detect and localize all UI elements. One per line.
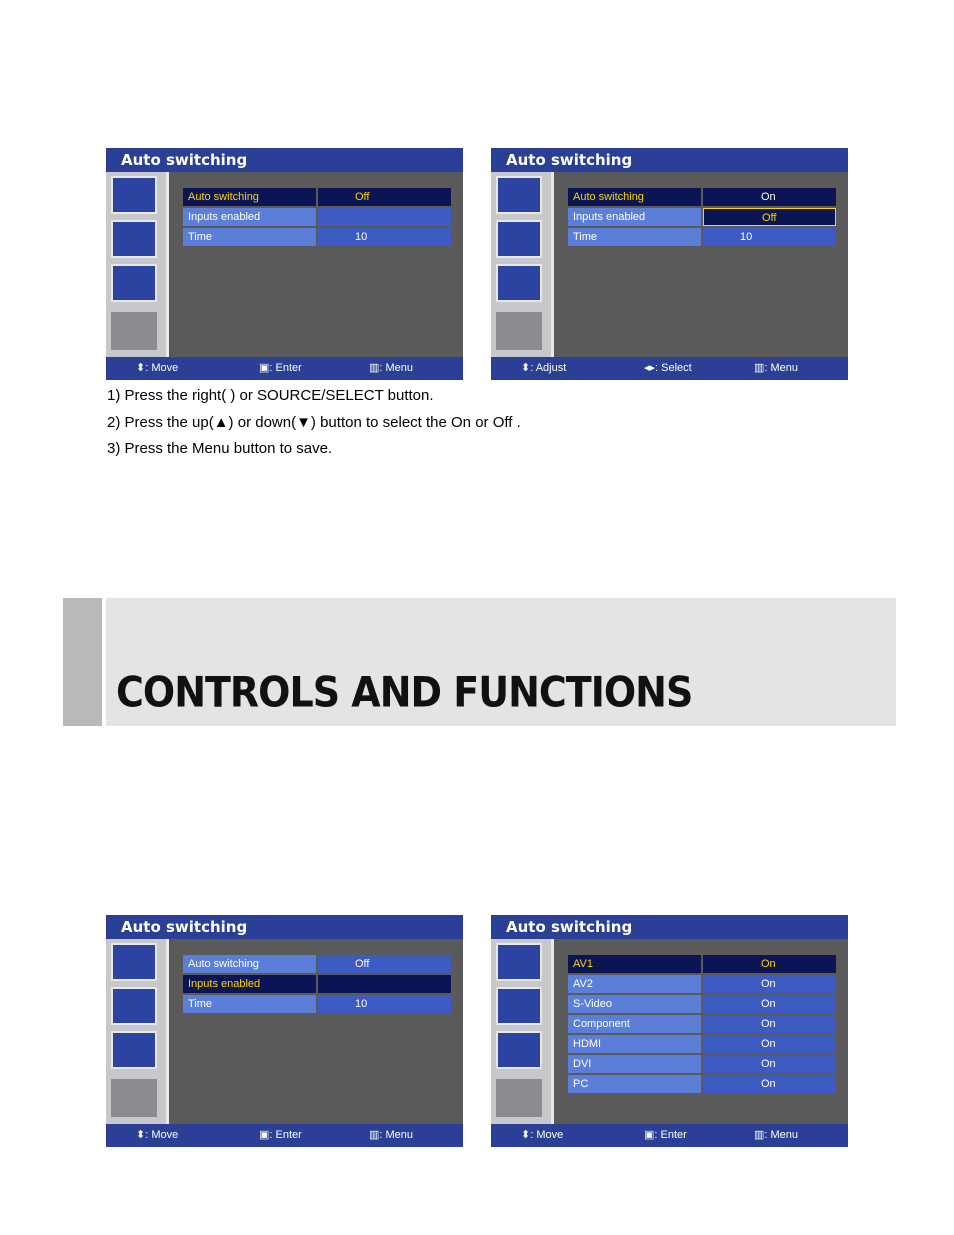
hint-text: : Move	[145, 1129, 179, 1141]
osd-screen-1	[106, 148, 463, 380]
move-hint: ⬍: Move	[521, 1129, 564, 1141]
row-label: Inputs enabled	[568, 208, 701, 226]
osd-menu-list	[568, 188, 836, 248]
input-row-dvi[interactable]	[568, 1055, 836, 1073]
hint-text: : Move	[530, 1129, 564, 1141]
row-label: Inputs enabled	[183, 975, 316, 993]
sound-menu-icon[interactable]	[111, 987, 157, 1025]
row-value: On	[703, 1035, 836, 1053]
osd-screen-3	[106, 915, 463, 1147]
osd-footer	[106, 357, 463, 380]
menu-hint: ▥: Menu	[369, 362, 414, 374]
sound-menu-icon[interactable]	[496, 220, 542, 258]
osd-side-menu	[106, 172, 166, 357]
osd-input-list	[568, 955, 836, 1095]
hint-text: : Enter	[654, 1129, 687, 1141]
hint-text: : Menu	[379, 1129, 414, 1141]
menu-row-auto-switching[interactable]	[183, 955, 451, 973]
select-hint: ◂▸: Select	[644, 362, 692, 374]
osd-footer	[491, 357, 848, 380]
menu-hint: ▥: Menu	[754, 1129, 799, 1141]
enter-hint: ▣: Enter	[259, 362, 302, 374]
row-value	[318, 208, 451, 226]
menu-hint: ▥: Menu	[369, 1129, 414, 1141]
input-row-hdmi[interactable]	[568, 1035, 836, 1053]
menu-row-inputs-enabled[interactable]	[183, 975, 451, 993]
row-value: On	[703, 955, 836, 973]
row-value: 10	[703, 228, 836, 246]
osd-screen-4	[491, 915, 848, 1147]
move-hint: ⬍: Move	[136, 362, 179, 374]
banner-tab	[63, 598, 102, 726]
row-value: On	[703, 188, 836, 206]
input-row-av1[interactable]	[568, 955, 836, 973]
row-label: Component	[568, 1015, 701, 1033]
osd-menu-list	[183, 955, 451, 1015]
picture-menu-icon[interactable]	[496, 176, 542, 214]
section-heading: CONTROLS AND FUNCTIONS	[116, 668, 693, 717]
osd-screen-2	[491, 148, 848, 380]
divider	[551, 939, 554, 1124]
osd-side-menu	[491, 172, 551, 357]
enter-hint: ▣: Enter	[644, 1129, 687, 1141]
row-label: Auto switching	[568, 188, 701, 206]
hint-text: : Enter	[269, 1129, 302, 1141]
row-label: PC	[568, 1075, 701, 1093]
input-row-s-video[interactable]	[568, 995, 836, 1013]
adjust-hint: ⬍: Adjust	[521, 362, 567, 374]
hint-text: : Menu	[379, 362, 414, 374]
osd-footer	[106, 1124, 463, 1147]
picture-menu-icon[interactable]	[496, 943, 542, 981]
osd-side-menu	[106, 939, 166, 1124]
osd-side-menu	[491, 939, 551, 1124]
row-value	[318, 975, 451, 993]
sound-menu-icon[interactable]	[111, 220, 157, 258]
osd-footer	[491, 1124, 848, 1147]
row-label: Time	[568, 228, 701, 246]
setup-menu-icon[interactable]	[496, 1079, 542, 1117]
input-row-component[interactable]	[568, 1015, 836, 1033]
row-value: On	[703, 975, 836, 993]
row-label: DVI	[568, 1055, 701, 1073]
osd-menu-list	[183, 188, 451, 248]
osd-title: Auto switching	[106, 915, 463, 939]
row-value: 10	[318, 995, 451, 1013]
menu-row-time[interactable]	[568, 228, 836, 246]
menu-row-inputs-enabled[interactable]	[568, 208, 836, 226]
osd-title: Auto switching	[106, 148, 463, 172]
screen-menu-icon[interactable]	[496, 1031, 542, 1069]
divider	[102, 598, 106, 726]
row-label: AV1	[568, 955, 701, 973]
osd-title: Auto switching	[491, 148, 848, 172]
row-value: On	[703, 1015, 836, 1033]
row-label: Time	[183, 995, 316, 1013]
row-value-selected[interactable]: Off	[703, 208, 836, 226]
row-value: Off	[318, 955, 451, 973]
row-value: On	[703, 1075, 836, 1093]
screen-menu-icon[interactable]	[111, 1031, 157, 1069]
row-label: AV2	[568, 975, 701, 993]
enter-hint: ▣: Enter	[259, 1129, 302, 1141]
section-banner	[63, 598, 896, 726]
hint-text: : Menu	[764, 1129, 799, 1141]
screen-menu-icon[interactable]	[111, 264, 157, 302]
instruction-step-3: 3) Press the Menu button to save.	[107, 440, 333, 457]
move-hint: ⬍: Move	[136, 1129, 179, 1141]
instruction-step-2: 2) Press the up(▲) or down(▼) button to select the On or Off .	[107, 414, 521, 431]
instruction-step-1: 1) Press the right( ) or SOURCE/SELECT button.	[107, 387, 434, 404]
row-value: On	[703, 995, 836, 1013]
menu-hint: ▥: Menu	[754, 362, 799, 374]
hint-text: : Select	[655, 362, 692, 374]
picture-menu-icon[interactable]	[111, 176, 157, 214]
row-value: 10	[318, 228, 451, 246]
menu-row-time[interactable]	[183, 995, 451, 1013]
row-value: Off	[318, 188, 451, 206]
sound-menu-icon[interactable]	[496, 987, 542, 1025]
setup-menu-icon[interactable]	[496, 312, 542, 350]
menu-row-time[interactable]	[183, 228, 451, 246]
row-label: Auto switching	[183, 955, 316, 973]
divider	[166, 939, 169, 1124]
menu-row-auto-switching[interactable]	[568, 188, 836, 206]
input-row-av2[interactable]	[568, 975, 836, 993]
divider	[551, 172, 554, 357]
menu-row-inputs-enabled[interactable]	[183, 208, 451, 226]
row-label: S-Video	[568, 995, 701, 1013]
row-value: On	[703, 1055, 836, 1073]
screen-menu-icon[interactable]	[496, 264, 542, 302]
row-label: Time	[183, 228, 316, 246]
setup-menu-icon[interactable]	[111, 1079, 157, 1117]
hint-text: : Adjust	[530, 362, 567, 374]
divider	[166, 172, 169, 357]
row-label: Inputs enabled	[183, 208, 316, 226]
setup-menu-icon[interactable]	[111, 312, 157, 350]
row-label: Auto switching	[183, 188, 316, 206]
osd-title: Auto switching	[491, 915, 848, 939]
menu-row-auto-switching[interactable]	[183, 188, 451, 206]
hint-text: : Enter	[269, 362, 302, 374]
hint-text: : Menu	[764, 362, 799, 374]
hint-text: : Move	[145, 362, 179, 374]
row-label: HDMI	[568, 1035, 701, 1053]
picture-menu-icon[interactable]	[111, 943, 157, 981]
input-row-pc[interactable]	[568, 1075, 836, 1093]
